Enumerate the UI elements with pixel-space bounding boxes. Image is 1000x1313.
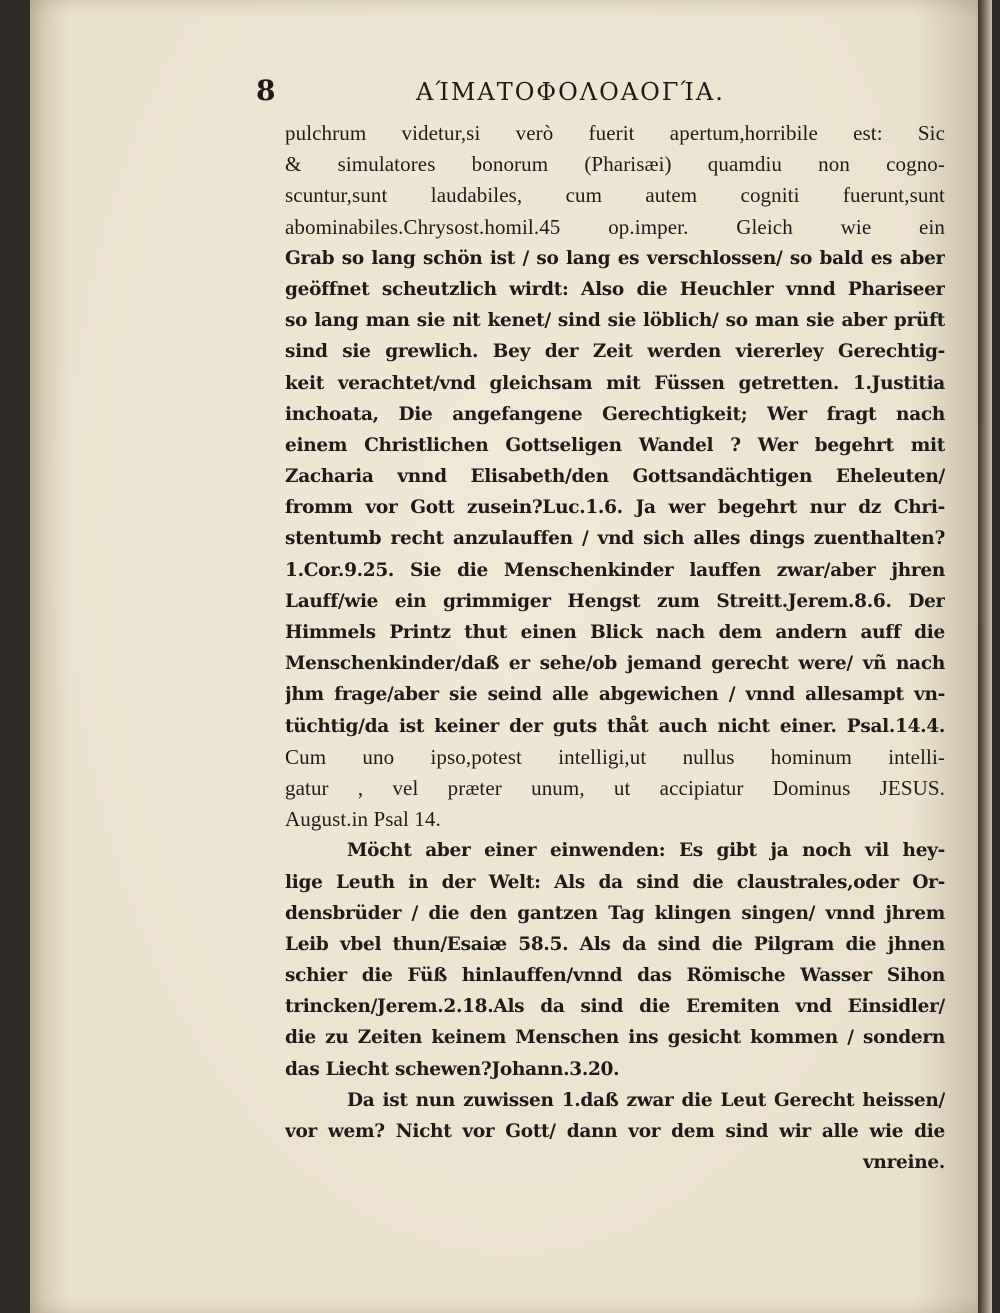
- text-line: Grab so lang schön ist / so lang es verschlossen/ so bald es aber: [285, 247, 945, 269]
- text-line: 1.Cor.9.25. Sie die Menschenkinder lauffen zwar/aber jhren: [285, 559, 945, 581]
- text-line: vnreine.: [862, 1152, 945, 1174]
- text-line: geöffnet scheutzlich wirdt: Also die Heuchler vnnd Phariseer: [285, 278, 945, 300]
- text-line: & simulatores bonorum (Pharisæi) quamdiu non cogno-: [285, 152, 945, 177]
- running-title: ΑΊΜΑΤΟΦΟΛΟΑΟΓΊΑ.: [416, 78, 725, 106]
- text-line: pulchrum videtur,si verò fuerit apertum,horribile est: Sic: [285, 121, 945, 145]
- text-line: trincken/Jerem.2.18.Als da sind die Eremiten vnd Einsidler/: [285, 996, 945, 1018]
- text-line: Cum uno ipso,potest intelligi,ut nullus hominum intelli-: [285, 744, 945, 769]
- text-line: abominabiles.Chrysost.homil.45 op.imper. Gleich wie ein: [285, 214, 945, 239]
- text-line: jhm frage/aber sie seind alle abgewichen / vnnd allesampt vn-: [285, 684, 945, 706]
- text-line: Leib vbel thun/Esaiæ 58.5. Als da sind die Pilgram die jhnen: [285, 933, 945, 955]
- text-line: Da ist nun zuwissen 1.daß zwar die Leut Gerecht heissen/: [347, 1089, 945, 1111]
- text-line: das Liecht schewen?Johann.3.20.: [285, 1058, 620, 1080]
- text-line: die zu Zeiten keinem Menschen ins gesicht kommen / sondern: [285, 1027, 945, 1049]
- text-line: so lang man sie nit kenet/ sind sie löblich/ so man sie aber prüft: [285, 310, 945, 332]
- text-line: August.in Psal 14.: [285, 807, 441, 832]
- text-line: inchoata, Die angefangene Gerechtigkeit; Wer fragt nach: [285, 403, 945, 425]
- text-line: einem Christlichen Gottseligen Wandel ? Wer begehrt mit: [285, 434, 945, 456]
- text-line: Zacharia vnnd Elisabeth/den Gottsandächtigen Eheleuten/: [285, 466, 945, 488]
- text-line: tüchtig/da ist keiner der guts thåt auch nicht einer. Psal.14.4.: [285, 715, 945, 737]
- text-line: Himmels Printz thut einen Blick nach dem andern auff die: [285, 622, 945, 643]
- text-line: densbrüder / die den gantzen Tag klingen singen/ vnnd jhrem: [285, 902, 945, 924]
- text-line: lige Leuth in der Welt: Als da sind die claustrales,oder Or-: [285, 871, 945, 893]
- book-page: [30, 0, 992, 1313]
- text-line: keit verachtet/vnd gleichsam mit Füssen getretten. 1.Justitia: [285, 372, 945, 394]
- text-line: fromm vor Gott zusein?Luc.1.6. Ja wer begehrt nur dz Chri-: [285, 497, 945, 519]
- page-gutter: [978, 0, 992, 1313]
- text-line: scuntur,sunt laudabiles, cum autem cogniti fuerunt,sunt: [285, 183, 945, 208]
- text-line: vor wem? Nicht vor Gott/ dann vor dem sind wir alle wie die: [285, 1121, 945, 1142]
- text-line: Lauff/wie ein grimmiger Hengst zum Streitt.Jerem.8.6. Der: [285, 590, 945, 612]
- text-line: stentumb recht anzulauffen / vnd sich alles dings zuenthalten?: [285, 528, 945, 550]
- text-line: Möcht aber einer einwenden: Es gibt ja noch vil hey-: [347, 840, 945, 862]
- page-number: 8: [256, 74, 276, 107]
- text-line: gatur , vel præter unum, ut accipiatur Dominus JESUS.: [285, 775, 945, 800]
- text-line: schier die Füß hinlauffen/vnnd das Römische Wasser Sihon: [285, 965, 945, 987]
- text-line: sind sie grewlich. Bey der Zeit werden viererley Gerechtig-: [285, 341, 945, 363]
- page-header: [256, 74, 816, 114]
- text-line: Menschenkinder/daß er sehe/ob jemand gerecht were/ vñ nach: [285, 653, 945, 675]
- body-text: [285, 118, 945, 1178]
